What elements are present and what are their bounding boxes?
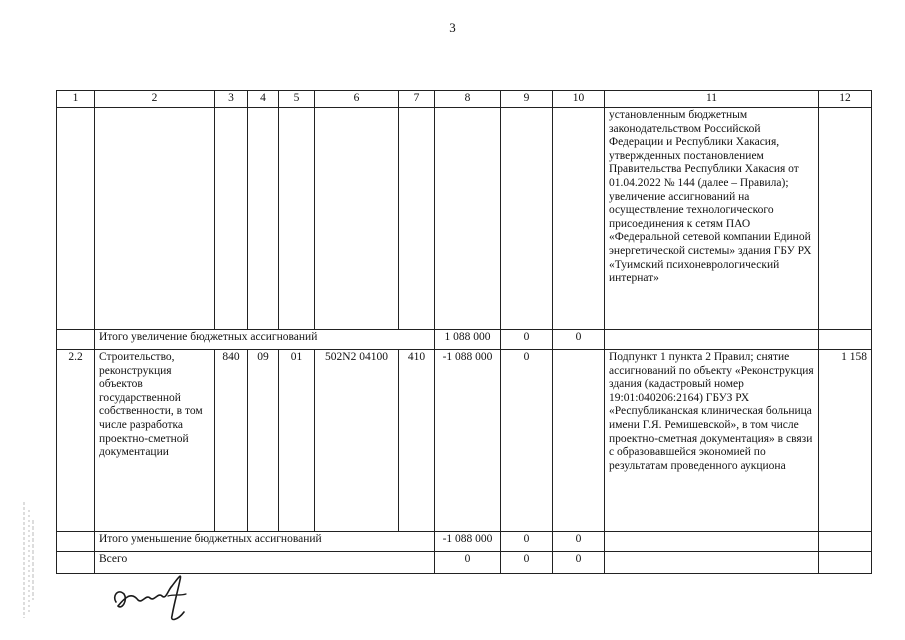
header-cell: 8	[435, 91, 501, 108]
page-number: 3	[449, 20, 456, 35]
increase-total-amount: 1 088 000	[435, 330, 501, 350]
decrease-total-col9: 0	[501, 532, 553, 552]
item-amount: -1 088 000	[435, 350, 501, 532]
table-row-decrease-total	[57, 532, 872, 552]
item-col10	[553, 350, 605, 532]
header-cell: 4	[248, 91, 279, 108]
header-cell: 1	[57, 91, 95, 108]
grand-total-label: Всего	[95, 552, 435, 574]
header-cell: 3	[215, 91, 248, 108]
signature	[108, 566, 198, 624]
table-row-increase-total	[57, 330, 872, 350]
item-col5: 01	[279, 350, 315, 532]
registration-stamp-mark	[18, 500, 38, 620]
header-cell: 5	[279, 91, 315, 108]
decrease-total-label: Итого уменьшение бюджетных ассигнований	[95, 532, 435, 552]
increase-total-col10: 0	[553, 330, 605, 350]
item-col9: 0	[501, 350, 553, 532]
header-row	[57, 91, 872, 108]
item-col4: 09	[248, 350, 279, 532]
table-row-item-2-2	[57, 350, 872, 532]
item-col12: 1 158	[819, 350, 872, 532]
header-cell: 2	[95, 91, 215, 108]
item-col6: 502N2 04100	[315, 350, 399, 532]
header-cell: 11	[605, 91, 819, 108]
item-name: Строительство, реконструкция объектов государственной собственности, в том числе разработка проектно-сметной документации	[95, 350, 215, 532]
header-cell: 9	[501, 91, 553, 108]
justification-cell: установленным бюджетным законодательством Российской Федерации и Республики Хакасия, утвержденных постановлением Правительства Республики Хакасия от 01.04.2022 № 144 (далее – Правила); увеличение ассигнований на осуществление технологического присоединения к сетям ПАО «Федеральной сетевой компании Единой энергетической системы» здания ГБУ РХ «Туимский психоневрологический интернат»	[605, 108, 819, 330]
decrease-total-col10: 0	[553, 532, 605, 552]
increase-total-label: Итого увеличение бюджетных ассигнований	[95, 330, 435, 350]
item-number: 2.2	[57, 350, 95, 532]
increase-total-col9: 0	[501, 330, 553, 350]
decrease-total-amount: -1 088 000	[435, 532, 501, 552]
grand-total-col9: 0	[501, 552, 553, 574]
item-col3: 840	[215, 350, 248, 532]
grand-total-col10: 0	[553, 552, 605, 574]
budget-table	[56, 90, 872, 574]
grand-total-amount: 0	[435, 552, 501, 574]
item-col7: 410	[399, 350, 435, 532]
item-justification: Подпункт 1 пункта 2 Правил; снятие ассигнований по объекту «Реконструкция здания (кадастровый номер 19:01:040206:2164) ГБУЗ РХ «Республиканская клиническая больница имени Г.Я. Ремишевской», в том числе проектно-сметная документация» в связи с образовавшейся экономией по результатам проведенного аукциона	[605, 350, 819, 532]
header-cell: 12	[819, 91, 872, 108]
table-row-continuation	[57, 108, 872, 330]
header-cell: 7	[399, 91, 435, 108]
header-cell: 6	[315, 91, 399, 108]
header-cell: 10	[553, 91, 605, 108]
